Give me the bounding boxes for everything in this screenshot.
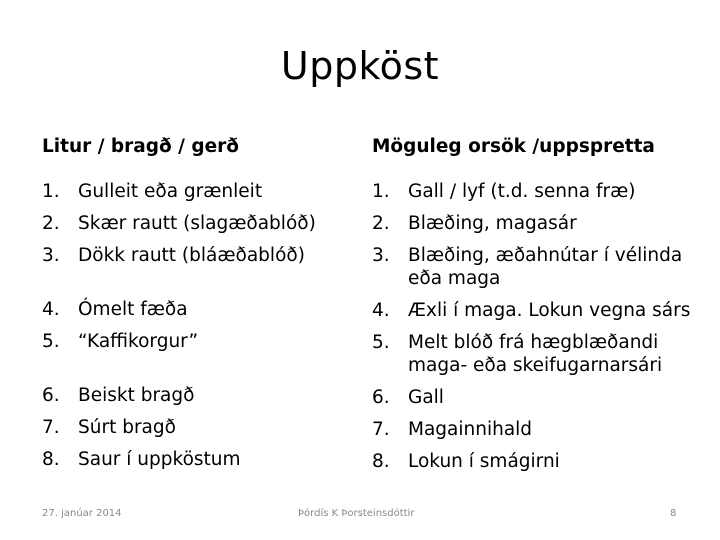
list-item [372, 244, 702, 290]
list-item [42, 448, 352, 471]
left-list [42, 180, 352, 471]
list-item [372, 331, 702, 377]
list-text: Súrt bragð [78, 417, 176, 438]
list-text: Gulleit eða grænleit [78, 181, 263, 202]
footer-page-number: 8 [670, 508, 677, 519]
list-number: 3. [372, 245, 390, 266]
list-number: 2. [42, 213, 60, 234]
left-column-heading: Litur / bragð / gerð [42, 136, 239, 157]
right-column-heading: Möguleg orsök /uppspretta [372, 136, 655, 157]
list-text: Skær rautt (slagæðablóð) [78, 213, 316, 234]
right-column [372, 134, 702, 482]
list-number: 7. [42, 417, 60, 438]
slide-title: Uppköst [280, 44, 440, 88]
list-item [372, 418, 702, 441]
list-text: Ómelt fæða [78, 299, 188, 320]
list-item [372, 180, 702, 203]
list-number: 8. [42, 449, 60, 470]
list-item [372, 212, 702, 235]
list-number: 5. [42, 331, 60, 352]
list-number: 2. [372, 213, 390, 234]
list-number: 4. [42, 299, 60, 320]
list-number: 1. [372, 181, 390, 202]
list-text: Gall [408, 387, 444, 408]
list-item [42, 416, 352, 439]
list-text: Beiskt bragð [78, 385, 195, 406]
list-number: 3. [42, 245, 60, 266]
list-text: Blæðing, magasár [408, 213, 577, 234]
list-number: 6. [42, 385, 60, 406]
list-number: 1. [42, 181, 60, 202]
list-text: Gall / lyf (t.d. senna fræ) [408, 181, 636, 202]
list-text: Saur í uppköstum [78, 449, 241, 470]
list-item [372, 386, 702, 409]
list-text: Æxli í maga. Lokun vegna sárs [408, 300, 691, 321]
list-item [42, 384, 352, 407]
list-item [372, 450, 702, 473]
list-number: 7. [372, 419, 390, 440]
list-text: Melt blóð frá hægblæðandi maga- eða skeifugarnarsári [408, 332, 663, 376]
list-text: “Kaffikorgur” [78, 331, 199, 352]
footer-date: 27. janúar 2014 [42, 508, 122, 519]
list-item [42, 244, 352, 267]
list-number: 5. [372, 332, 390, 353]
list-text: Lokun í smágirni [408, 451, 560, 472]
list-item [42, 330, 352, 353]
left-column [42, 134, 352, 480]
list-text: Magainnihald [408, 419, 533, 440]
list-text: Blæðing, æðahnútar í vélinda eða maga [408, 245, 683, 289]
list-text: Dökk rautt (bláæðablóð) [78, 245, 305, 266]
list-item [372, 299, 702, 322]
right-list [372, 180, 702, 473]
footer-author: Þórdís K Þorsteinsdóttir [298, 508, 415, 519]
list-number: 4. [372, 300, 390, 321]
list-number: 6. [372, 387, 390, 408]
list-item [42, 180, 352, 203]
list-item [42, 298, 352, 321]
list-number: 8. [372, 451, 390, 472]
list-item [42, 212, 352, 235]
